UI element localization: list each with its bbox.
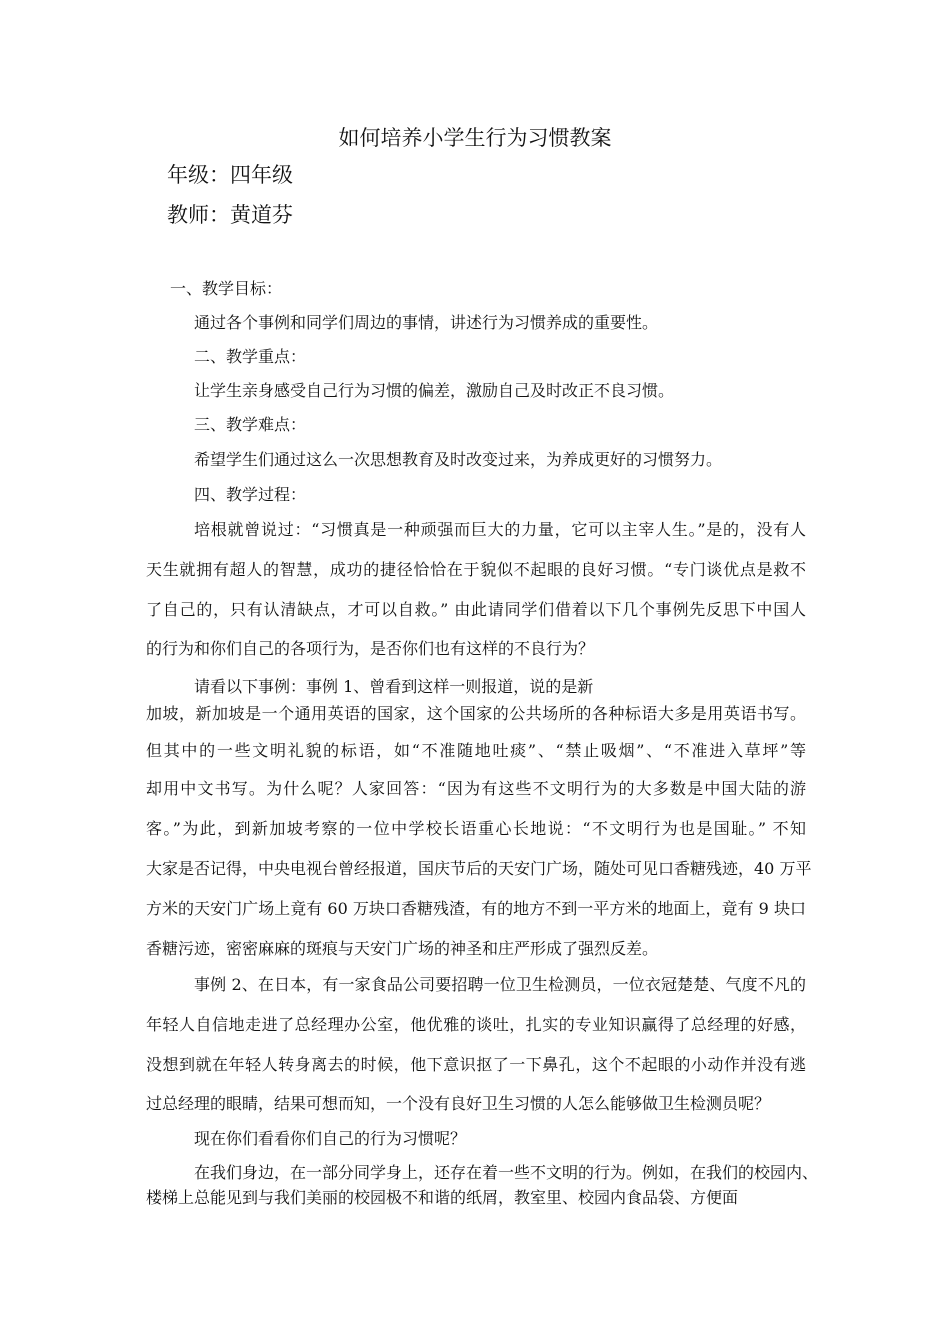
paragraph-line: 过总经理的眼睛，结果可想而知，一个没有良好卫生习惯的人怎么能够做卫生检测员呢？: [146, 1094, 771, 1113]
paragraph-line: 的行为和你们自己的各项行为，是否你们也有这样的不良行为？: [146, 639, 595, 658]
paragraph-line: 请看以下事例：事例 1、曾看到这样一则报道，说的是新: [194, 677, 594, 696]
paragraph-line: 年轻人自信地走进了总经理办公室，他优雅的谈吐，扎实的专业知识赢得了总经理的好感，: [146, 1015, 806, 1034]
paragraph-line: 楼梯上总能见到与我们美丽的校园极不和谐的纸屑，教室里、校园内食品袋、方便面: [146, 1188, 739, 1207]
paragraph-line: 希望学生们通过这么一次思想教育及时改变过来，为养成更好的习惯努力。: [194, 450, 723, 469]
paragraph-line: 现在你们看看你们自己的行为习惯呢？: [194, 1129, 467, 1148]
paragraph-line: 天生就拥有超人的智慧，成功的捷径恰恰在于貌似不起眼的良好习惯。“专门谈优点是救不: [146, 560, 806, 579]
document-title: 如何培养小学生行为习惯教案: [338, 126, 612, 150]
paragraph-line: 通过各个事例和同学们周边的事情，讲述行为习惯养成的重要性。: [194, 313, 659, 332]
heading-objectives: 一、教学目标：: [170, 279, 283, 298]
paragraph-line: 客。”为此，到新加坡考察的一位中学校长语重心长地说：“不文明行为也是国耻。” 不知: [146, 819, 806, 838]
paragraph-line: 大家是否记得，中央电视台曾经报道，国庆节后的天安门广场，随处可见口香糖残迹，40 万平: [146, 859, 812, 878]
paragraph-line: 事例 2、在日本，有一家食品公司要招聘一位卫生检测员，一位衣冠楚楚、气度不凡的: [194, 975, 806, 994]
paragraph-line: 但其中的一些文明礼貌的标语，如“不准随地吐痰”、“禁止吸烟”、“不准进入草坪”等: [146, 741, 806, 760]
paragraph-line: 在我们身边，在一部分同学身上，还存在着一些不文明的行为。例如，在我们的校园内、: [194, 1163, 819, 1182]
heading-difficulties: 三、教学难点：: [194, 415, 307, 434]
paragraph-line: 培根就曾说过：“习惯真是一种顽强而巨大的力量，它可以主宰人生。”是的，没有人: [194, 520, 806, 539]
paragraph-line: 让学生亲身感受自己行为习惯的偏差，激励自己及时改正不良习惯。: [194, 381, 675, 400]
paragraph-line: 方米的天安门广场上竟有 60 万块口香糖残渣，有的地方不到一平方米的地面上，竟有 9 块口: [146, 899, 806, 918]
grade-line: 年级：四年级: [167, 163, 293, 187]
heading-process: 四、教学过程：: [194, 485, 307, 504]
paragraph-line: 香糖污迹，密密麻麻的斑痕与天安门广场的神圣和庄严形成了强烈反差。: [146, 939, 659, 958]
teacher-line: 教师：黄道芬: [167, 203, 293, 227]
heading-key-points: 二、教学重点：: [194, 347, 307, 366]
paragraph-line: 却用中文书写。为什么呢？人家回答：“因为有这些不文明行为的大多数是中国大陆的游: [146, 779, 806, 798]
paragraph-line: 没想到就在年轻人转身离去的时候，他下意识抠了一下鼻孔，这个不起眼的小动作并没有逃: [146, 1055, 806, 1074]
paragraph-line: 加坡，新加坡是一个通用英语的国家，这个国家的公共场所的各种标语大多是用英语书写。: [146, 704, 806, 723]
paragraph-line: 了自己的，只有认清缺点，才可以自救。” 由此请同学们借着以下几个事例先反思下中国人: [146, 600, 806, 619]
